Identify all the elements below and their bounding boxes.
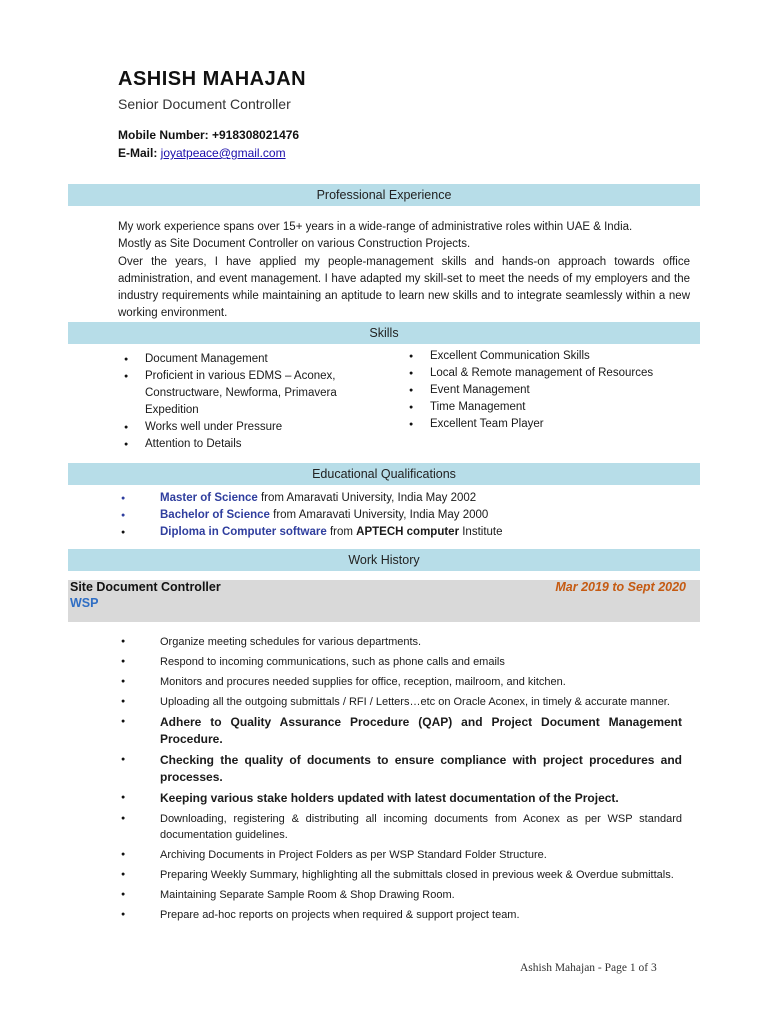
degree-details: Institute xyxy=(459,526,503,538)
institute-name: APTECH computer xyxy=(356,526,460,538)
job-duties-list xyxy=(118,634,682,927)
skill-item: ● Excellent Team Player xyxy=(406,416,696,433)
duty-item: ● Preparing Weekly Summary, highlighting all the submittals closed in previous week & Overdue submittals. xyxy=(118,867,682,883)
degree-name: Bachelor of Science xyxy=(160,509,270,521)
skill-item: ● Attention to Details xyxy=(121,436,351,453)
section-work-history: Work History xyxy=(68,549,700,571)
skill-item: ● Time Management xyxy=(406,399,696,416)
education-item xyxy=(118,490,503,507)
experience-paragraph: Over the years, I have applied my people-management skills and hands-on approach towards office administration, and event management. I have adapted my skill-set to meet the needs of my employers and the industry requirements while maintaining an aptitude to learn new skills and to integrate seamlessly within a new working environment. xyxy=(118,256,690,319)
duty-item: ● Uploading all the outgoing submittals / RFI / Letters…etc on Oracle Aconex, in timely & accurate manner. xyxy=(118,694,682,710)
skill-item: ● Document Management xyxy=(121,351,351,368)
duty-item: ● Archiving Documents in Project Folders as per WSP Standard Folder Structure. xyxy=(118,847,682,863)
experience-line-2: Mostly as Site Document Controller on various Construction Projects. xyxy=(118,238,471,250)
experience-intro xyxy=(118,219,690,253)
section-skills: Skills xyxy=(68,322,700,344)
candidate-name: ASHISH MAHAJAN xyxy=(118,68,307,90)
duty-item: ● Respond to incoming communications, such as phone calls and emails xyxy=(118,654,682,670)
section-professional-experience: Professional Experience xyxy=(68,184,700,206)
duty-item: ● Organize meeting schedules for various departments. xyxy=(118,634,682,650)
section-education: Educational Qualifications xyxy=(68,463,700,485)
candidate-role: Senior Document Controller xyxy=(118,96,291,112)
skill-item: ● Works well under Pressure xyxy=(121,419,351,436)
degree-name: Master of Science xyxy=(160,492,258,504)
skill-item: ● Event Management xyxy=(406,382,696,399)
experience-line-1: My work experience spans over 15+ years in a wide-range of administrative roles within UAE & India. xyxy=(118,221,633,233)
job-title: Site Document Controller xyxy=(70,580,221,594)
duty-item: ● Prepare ad-hoc reports on projects when required & support project team. xyxy=(118,907,682,923)
duty-item: ● Checking the quality of documents to ensure compliance with project procedures and processes. xyxy=(118,752,682,786)
skills-right-list xyxy=(406,348,696,433)
mobile-number: Mobile Number: +918308021476 xyxy=(118,128,300,142)
education-item xyxy=(118,524,503,541)
page-footer: Ashish Mahajan - Page 1 of 3 xyxy=(520,962,657,974)
job-company: WSP xyxy=(70,596,99,610)
degree-connector: from xyxy=(326,526,357,538)
education-item xyxy=(118,507,503,524)
degree-details: from Amaravati University, India May 2002 xyxy=(257,492,477,504)
duty-item: ● Maintaining Separate Sample Room & Shop Drawing Room. xyxy=(118,887,682,903)
job-dates: Mar 2019 to Sept 2020 xyxy=(555,580,686,594)
email-label: E-Mail: xyxy=(118,146,161,160)
duty-item: ● Downloading, registering & distributing all incoming documents from Aconex as per WSP standard documentation guidelines. xyxy=(118,811,682,843)
skill-item: ● Local & Remote management of Resources xyxy=(406,365,696,382)
duty-item: ● Adhere to Quality Assurance Procedure (QAP) and Project Document Management Procedure. xyxy=(118,714,682,748)
degree-name: Diploma in Computer software xyxy=(160,526,327,538)
skill-item: ● Excellent Communication Skills xyxy=(406,348,696,365)
duty-item: ● Keeping various stake holders updated with latest documentation of the Project. xyxy=(118,790,682,807)
skill-item: ● Proficient in various EDMS – Aconex, Constructware, Newforma, Primavera Expedition xyxy=(121,368,351,419)
email-line xyxy=(118,146,286,160)
degree-details: from Amaravati University, India May 2000 xyxy=(269,509,489,521)
duty-item: ● Monitors and procures needed supplies for office, reception, mailroom, and kitchen. xyxy=(118,674,682,690)
email-link[interactable]: joyatpeace@gmail.com xyxy=(160,146,286,160)
skills-left-list xyxy=(121,351,351,453)
job-header xyxy=(68,580,700,622)
education-list xyxy=(118,490,503,541)
